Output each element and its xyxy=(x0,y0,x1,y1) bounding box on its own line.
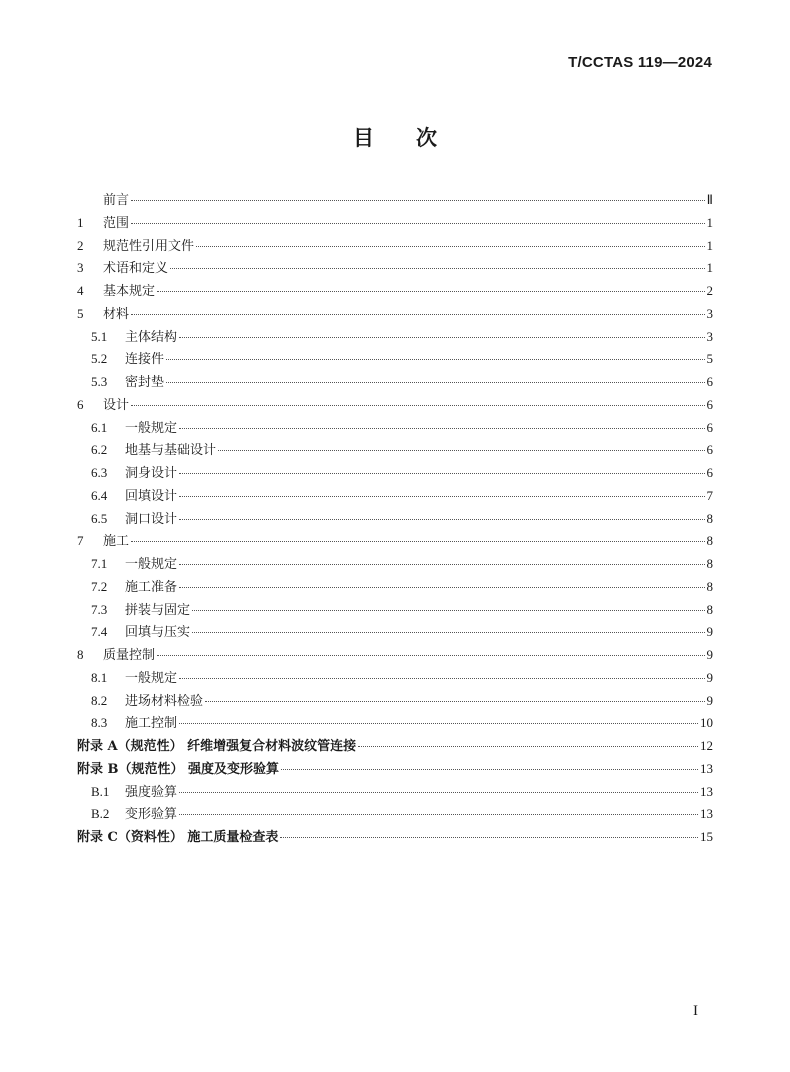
dot-leader xyxy=(170,268,704,269)
toc-entry[interactable] xyxy=(77,826,713,849)
dot-leader xyxy=(179,814,698,815)
toc-entry-page: 8 xyxy=(706,578,713,594)
toc-entry-page: 5 xyxy=(706,351,713,367)
toc-entry-number: 7 xyxy=(77,533,84,549)
toc-entry-page: 7 xyxy=(706,487,713,503)
toc-entry-page: 9 xyxy=(706,692,713,708)
toc-entry-label: 附录 B（规范性） 强度及变形验算 xyxy=(77,761,280,777)
toc-entry[interactable] xyxy=(77,712,713,735)
toc-entry[interactable] xyxy=(77,576,713,599)
toc-entry-page: 8 xyxy=(706,601,713,617)
toc-entry-label: 变形验算 xyxy=(125,807,178,823)
toc-entry-label: 附录 A（规范性） 纤维增强复合材料波纹管连接 xyxy=(77,739,357,754)
toc-entry[interactable] xyxy=(77,758,713,781)
dot-leader xyxy=(166,359,704,360)
toc-entry-label: 一般规定 xyxy=(125,420,178,436)
dot-leader xyxy=(179,519,704,520)
toc-entry-page: 1 xyxy=(706,214,713,230)
toc-entry-number: 6.5 xyxy=(91,510,108,526)
toc-entry-page: 1 xyxy=(706,237,713,253)
toc-entry-label: 设计 xyxy=(103,397,130,413)
toc-entry-label: 一般规定 xyxy=(125,557,178,572)
dot-leader xyxy=(166,382,704,383)
toc-entry-label: 连接件 xyxy=(125,352,165,368)
dot-leader xyxy=(358,746,698,747)
dot-leader xyxy=(281,769,698,770)
dot-leader xyxy=(131,541,704,542)
toc-entry-label: 密封垫 xyxy=(125,375,165,390)
page-number: I xyxy=(693,1003,698,1019)
table-of-contents xyxy=(77,189,713,849)
toc-entry-page: Ⅱ xyxy=(706,192,713,207)
toc-entry-page: 10 xyxy=(700,715,713,731)
toc-entry-page: 9 xyxy=(706,647,713,662)
toc-entry-page: 15 xyxy=(700,829,713,844)
toc-entry-label: 洞口设计 xyxy=(125,511,178,527)
toc-entry[interactable] xyxy=(77,439,713,462)
dot-leader xyxy=(218,450,704,451)
toc-entry-label: 回填与压实 xyxy=(125,625,191,641)
toc-entry[interactable] xyxy=(77,781,713,804)
toc-entry-page: 1 xyxy=(706,260,713,276)
toc-entry-page: 6 xyxy=(706,442,713,458)
dot-leader xyxy=(179,587,704,588)
dot-leader xyxy=(179,792,698,793)
toc-entry-number: 7.4 xyxy=(91,624,108,640)
toc-entry-label: 术语和定义 xyxy=(103,261,169,277)
toc-entry[interactable] xyxy=(77,599,713,622)
toc-entry-page: 9 xyxy=(706,624,713,640)
toc-entry-label: 前言 xyxy=(103,193,130,208)
toc-entry[interactable] xyxy=(77,690,713,713)
toc-entry-number: 8 xyxy=(77,647,84,662)
toc-entry-label: 施工 xyxy=(103,534,130,550)
dot-leader xyxy=(205,701,704,702)
toc-entry-label: 回填设计 xyxy=(125,488,178,504)
toc-entry[interactable] xyxy=(77,280,713,303)
toc-entry-label: 洞身设计 xyxy=(125,466,178,481)
toc-entry[interactable] xyxy=(77,371,713,394)
toc-entry[interactable] xyxy=(77,667,713,690)
toc-entry-number: 8.3 xyxy=(91,715,108,731)
toc-entry[interactable] xyxy=(77,303,713,326)
toc-entry-label: 材料 xyxy=(103,306,130,322)
dot-leader xyxy=(179,428,704,429)
toc-entry-number: 6.2 xyxy=(91,442,108,458)
toc-entry-page: 3 xyxy=(706,328,713,344)
toc-entry-number: 8.2 xyxy=(91,692,108,708)
page-title: 目 次 xyxy=(353,126,437,150)
toc-entry-page: 8 xyxy=(706,510,713,526)
toc-entry-label: 范围 xyxy=(103,215,130,231)
toc-entry-number: B.1 xyxy=(91,783,110,799)
toc-entry-page: 6 xyxy=(706,419,713,435)
dot-leader xyxy=(179,723,698,724)
dot-leader xyxy=(179,473,704,474)
toc-entry[interactable] xyxy=(77,508,713,531)
toc-entry-page: 13 xyxy=(700,806,713,822)
toc-entry-label: 拼装与固定 xyxy=(125,602,191,618)
dot-leader xyxy=(179,564,704,565)
toc-entry-number: 2 xyxy=(77,237,84,253)
toc-entry-number: 5.3 xyxy=(91,374,108,389)
toc-entry-page: 13 xyxy=(700,760,713,776)
toc-entry[interactable] xyxy=(77,462,713,485)
toc-entry[interactable] xyxy=(77,235,713,258)
toc-entry-number: 6.3 xyxy=(91,465,108,480)
toc-entry-number: 7.1 xyxy=(91,556,108,571)
toc-entry[interactable] xyxy=(77,417,713,440)
dot-leader xyxy=(179,496,704,497)
dot-leader xyxy=(131,405,704,406)
toc-entry[interactable] xyxy=(77,257,713,280)
toc-entry-label: 一般规定 xyxy=(125,670,178,686)
toc-entry-number: 7.2 xyxy=(91,578,108,594)
toc-entry[interactable] xyxy=(77,485,713,508)
toc-entry-page: 2 xyxy=(706,283,713,298)
toc-entry-label: 地基与基础设计 xyxy=(125,443,217,459)
toc-entry[interactable] xyxy=(77,553,713,576)
toc-entry-number: 5 xyxy=(77,305,84,321)
toc-entry-page: 13 xyxy=(700,783,713,799)
toc-entry[interactable] xyxy=(77,348,713,371)
toc-entry-label: 质量控制 xyxy=(103,648,156,663)
toc-entry-number: 6 xyxy=(77,396,84,412)
toc-entry-page: 6 xyxy=(706,374,713,389)
toc-entry[interactable] xyxy=(77,212,713,235)
dot-leader xyxy=(179,678,704,679)
toc-entry-label: 强度验算 xyxy=(125,784,178,800)
dot-leader xyxy=(157,655,704,656)
toc-entry-number: 3 xyxy=(77,260,84,276)
toc-entry-label: 施工控制 xyxy=(125,716,178,732)
dot-leader xyxy=(157,291,704,292)
toc-entry[interactable] xyxy=(77,189,713,212)
toc-entry[interactable] xyxy=(77,735,713,758)
toc-entry[interactable] xyxy=(77,644,713,667)
toc-entry-label: 主体结构 xyxy=(125,329,178,345)
toc-entry[interactable] xyxy=(77,803,713,826)
toc-entry[interactable] xyxy=(77,326,713,349)
toc-entry-label: 附录 C（资料性） 施工质量检查表 xyxy=(77,830,279,845)
toc-entry-number: B.2 xyxy=(91,806,110,822)
toc-entry-label: 基本规定 xyxy=(103,284,156,299)
toc-entry[interactable] xyxy=(77,394,713,417)
dot-leader xyxy=(131,314,704,315)
toc-entry-page: 6 xyxy=(706,396,713,412)
dot-leader xyxy=(196,246,704,247)
toc-entry-page: 9 xyxy=(706,669,713,685)
toc-entry-number: 1 xyxy=(77,214,84,230)
toc-entry-page: 12 xyxy=(700,738,713,753)
dot-leader xyxy=(192,632,704,633)
dot-leader xyxy=(179,337,704,338)
dot-leader xyxy=(280,837,698,838)
toc-entry[interactable] xyxy=(77,530,713,553)
dot-leader xyxy=(131,223,704,224)
toc-entry[interactable] xyxy=(77,621,713,644)
toc-entry-page: 6 xyxy=(706,465,713,480)
toc-entry-number: 7.3 xyxy=(91,601,108,617)
toc-entry-number: 6.1 xyxy=(91,419,108,435)
toc-entry-page: 8 xyxy=(706,556,713,571)
toc-entry-number: 5.2 xyxy=(91,351,108,367)
document-code: T/CCTAS 119—2024 xyxy=(568,54,712,71)
toc-entry-label: 规范性引用文件 xyxy=(103,238,195,254)
toc-entry-page: 3 xyxy=(706,305,713,321)
toc-entry-number: 5.1 xyxy=(91,328,108,344)
toc-entry-number: 8.1 xyxy=(91,669,108,685)
toc-entry-label: 施工准备 xyxy=(125,579,178,595)
toc-entry-number: 4 xyxy=(77,283,84,298)
toc-entry-label: 进场材料检验 xyxy=(125,693,204,709)
dot-leader xyxy=(131,200,705,201)
dot-leader xyxy=(192,610,704,611)
toc-entry-number: 6.4 xyxy=(91,487,108,503)
toc-entry-page: 8 xyxy=(706,533,713,549)
